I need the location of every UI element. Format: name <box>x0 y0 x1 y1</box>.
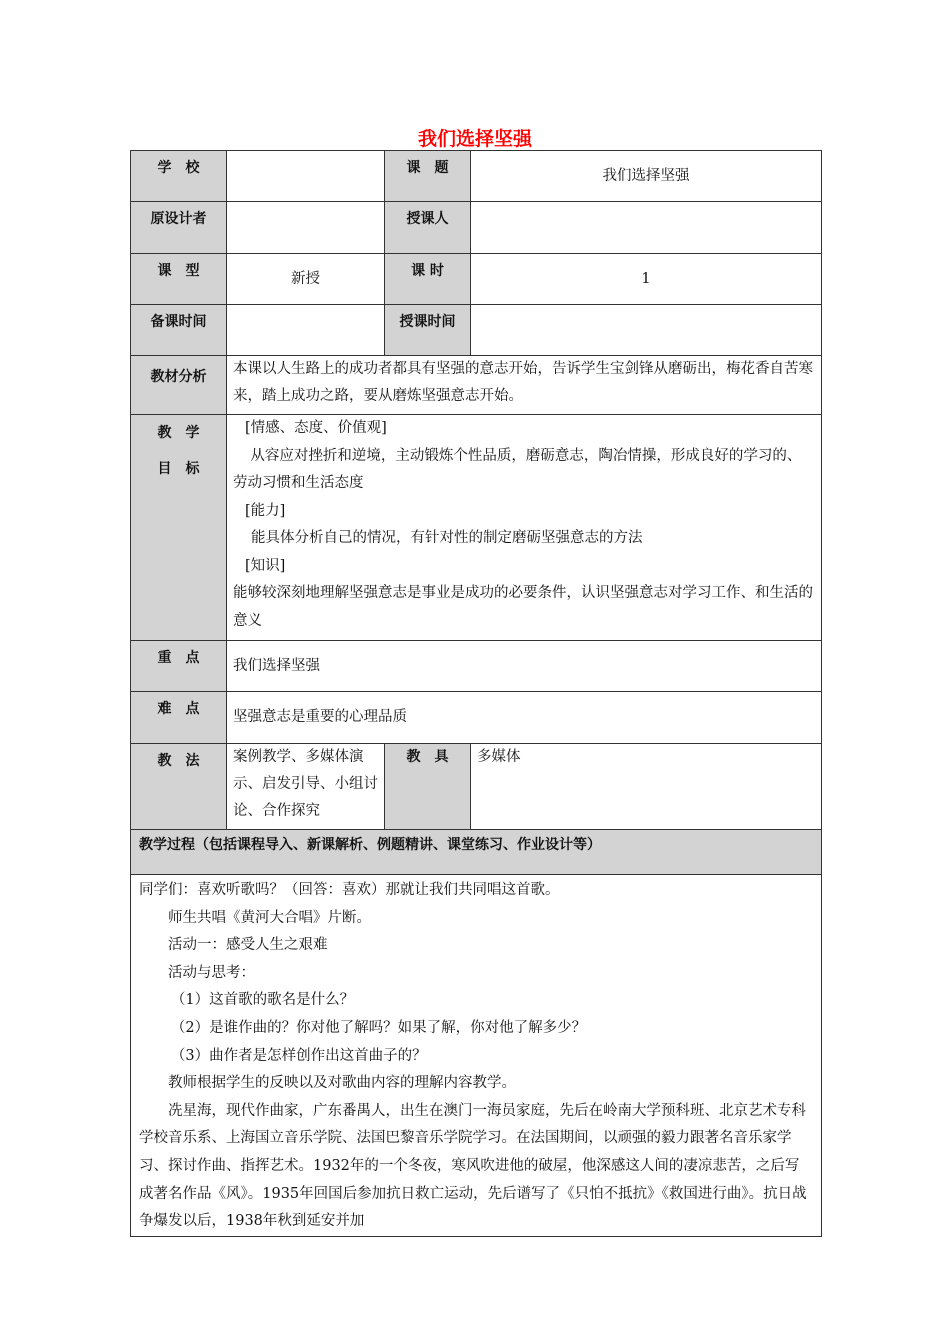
method-value: 案例教学、多媒体演示、启发引导、小组讨论、合作探究 <box>227 744 385 830</box>
tools-value: 多媒体 <box>471 744 822 830</box>
table-row <box>131 875 822 1237</box>
process-paragraph: 教师根据学生的反映以及对歌曲内容的理解内容教学。 <box>168 1075 516 1092</box>
school-label: 学 校 <box>131 151 227 202</box>
topic-label: 课 题 <box>385 151 471 202</box>
process-paragraph: 活动与思考： <box>168 964 255 981</box>
teacher-label: 授课人 <box>385 202 471 254</box>
table-row <box>131 744 822 830</box>
page-title: 我们选择坚强 <box>417 128 532 150</box>
school-value <box>227 151 385 202</box>
process-paragraph: 同学们：喜欢听歌吗？（回答：喜欢）那就让我们共同唱这首歌。 <box>139 882 560 898</box>
analysis-label: 教材分析 <box>131 356 227 415</box>
table-row <box>131 151 822 202</box>
goals-label <box>131 415 227 641</box>
process-paragraph: 冼星海，现代作曲家，广东番禺人，出生在澳门一海员家庭，先后在岭南大学预科班、北京艺术专科学校音乐系、上海国立音乐学院、法国巴黎音乐学院学习。在法国期间，以顽强的毅力跟著名音乐家学习、探讨作曲、指挥艺术。1932年的一个冬夜，寒风吹进他的破屋，他深感这人间的凄凉悲苦，之后写成著名作品《风》。1935年回国后参加抗日救亡运动，先后谱写了《只怕不抵抗》《救国进行曲》。抗日战争爆发以后，1938年秋到延安并加 <box>139 1102 807 1230</box>
process-question: （1）这首歌的歌名是什么？ <box>170 992 355 1009</box>
goals-heading-ability: [能力] <box>245 502 286 519</box>
process-question: （2）是谁作曲的？你对他了解吗？如果了解，你对他了解多少？ <box>170 1019 587 1036</box>
teach-time-label: 授课时间 <box>385 305 471 356</box>
topic-value: 我们选择坚强 <box>471 151 822 202</box>
goals-heading-emotion: [情感、态度、价值观] <box>245 420 387 436</box>
lesson-plan-table <box>130 150 822 1237</box>
periods-label: 课 时 <box>385 254 471 305</box>
table-row <box>131 356 822 415</box>
key-point-value: 我们选择坚强 <box>227 641 822 692</box>
table-row <box>131 641 822 692</box>
lesson-type-value: 新授 <box>227 254 385 305</box>
process-paragraph: 师生共唱《黄河大合唱》片断。 <box>168 909 371 926</box>
goals-knowledge-text: 能够较深刻地理解坚强意志是事业是成功的必要条件，认识坚强意志对学习工作、和生活的意义 <box>233 585 813 629</box>
designer-label: 原设计者 <box>131 202 227 254</box>
table-row <box>131 415 822 641</box>
process-paragraph: 活动一：感受人生之艰难 <box>168 937 328 954</box>
goals-ability-text: 能具体分析自己的情况，有针对性的制定磨砺坚强意志的方法 <box>251 530 643 546</box>
table-row <box>131 830 822 875</box>
table-row <box>131 202 822 254</box>
designer-value <box>227 202 385 254</box>
process-heading: 教学过程（包括课程导入、新课解析、例题精讲、课堂练习、作业设计等） <box>131 830 822 875</box>
key-point-label: 重 点 <box>131 641 227 692</box>
goals-heading-knowledge: [知识] <box>245 557 286 574</box>
difficulty-value: 坚强意志是重要的心理品质 <box>227 692 822 744</box>
teacher-value <box>471 202 822 254</box>
lesson-type-label: 课 型 <box>131 254 227 305</box>
goals-label-line1: 教 学 <box>157 425 200 441</box>
prep-time-value <box>227 305 385 356</box>
prep-time-label: 备课时间 <box>131 305 227 356</box>
analysis-value: 本课以人生路上的成功者都具有坚强的意志开始，告诉学生宝剑锋从磨砺出，梅花香自苦寒来，踏上成功之路，要从磨炼坚强意志开始。 <box>227 356 822 415</box>
periods-value: 1 <box>471 254 822 305</box>
teach-time-value <box>471 305 822 356</box>
process-body <box>131 875 822 1237</box>
table-row <box>131 305 822 356</box>
tools-label: 教 具 <box>385 744 471 830</box>
goals-content <box>227 415 822 641</box>
difficulty-label: 难 点 <box>131 692 227 744</box>
table-row <box>131 254 822 305</box>
table-row <box>131 692 822 744</box>
goals-label-line2: 目 标 <box>157 461 200 477</box>
process-question: （3）曲作者是怎样创作出这首曲子的？ <box>170 1047 427 1064</box>
goals-emotion-text: 从容应对挫折和逆境，主动锻炼个性品质，磨砺意志，陶冶情操，形成良好的学习的、劳动习惯和生活态度 <box>233 447 802 491</box>
method-label: 教 法 <box>131 744 227 830</box>
